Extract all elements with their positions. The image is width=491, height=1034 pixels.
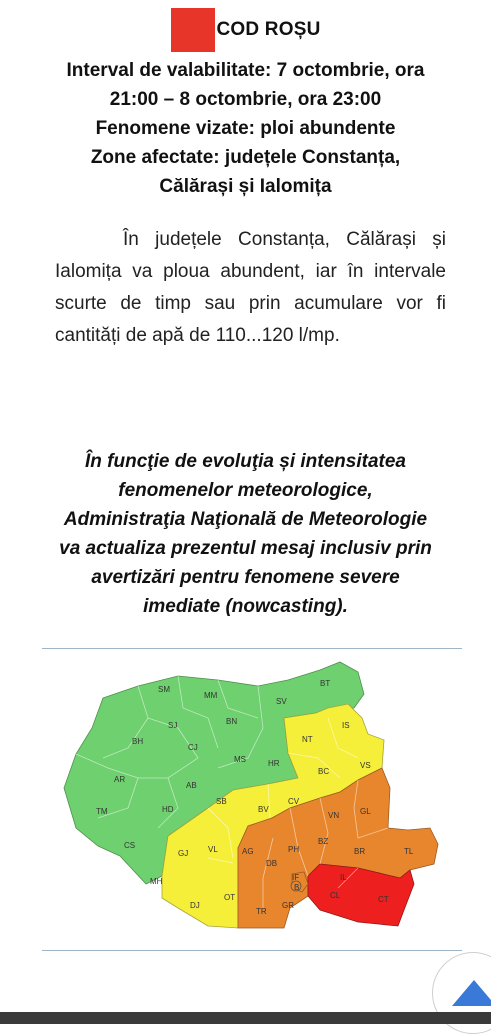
county-vl: VL <box>208 845 218 854</box>
county-tl: TL <box>404 847 414 856</box>
county-il: IL <box>340 873 347 882</box>
validity-line-1: Interval de valabilitate: 7 octombrie, ora <box>66 60 425 81</box>
county-ms: MS <box>234 755 246 764</box>
bottom-bar <box>0 1012 491 1024</box>
county-dj: DJ <box>190 901 200 910</box>
county-nt: NT <box>302 735 313 744</box>
county-vs: VS <box>360 761 371 770</box>
county-bz: BZ <box>318 837 329 846</box>
county-db: DB <box>266 859 278 868</box>
county-ct: CT <box>378 895 389 904</box>
county-bh: BH <box>132 737 144 746</box>
code-label: COD ROȘU <box>216 19 321 40</box>
county-cj: CJ <box>188 743 198 752</box>
county-cv: CV <box>288 797 300 806</box>
county-ag: AG <box>242 847 254 856</box>
forecast-paragraph: În județele Constanța, Călărași și Ialomița va ploua abundent, iar în intervale scurte de timp sau prin acumulare vor fi cantități de apă de 110...120 l/mp. <box>55 229 446 346</box>
validity-line-2: 21:00 – 8 octombrie, ora 23:00 <box>109 89 382 110</box>
county-sv: SV <box>276 697 287 706</box>
note-line-6: imediate (nowcasting). <box>143 596 348 617</box>
county-cl: CL <box>330 891 341 900</box>
divider-bottom <box>42 950 462 951</box>
romania-warning-map <box>58 658 448 938</box>
note-line-4: va actualiza prezentul mesaj inclusiv prin <box>59 538 432 559</box>
county-br: BR <box>354 847 366 856</box>
county-b: B <box>294 883 300 892</box>
county-hr: HR <box>268 759 280 768</box>
county-if: IF <box>292 873 300 882</box>
county-tm: TM <box>96 807 108 816</box>
county-mm: MM <box>204 691 218 700</box>
county-ab: AB <box>186 781 197 790</box>
affected-zones-line-1: Zone afectate: județele Constanța, <box>90 147 401 168</box>
county-gr: GR <box>282 901 294 910</box>
divider-top <box>42 648 462 649</box>
note-line-3: Administraţia Naţională de Meteorologie <box>63 509 428 530</box>
note-line-1: În funcţie de evoluţia și intensitatea <box>85 451 406 472</box>
arrow-up-icon <box>452 980 491 1006</box>
county-bc: BC <box>318 767 330 776</box>
county-ot: OT <box>224 893 236 902</box>
county-cs: CS <box>124 841 136 850</box>
county-sj: SJ <box>168 721 178 730</box>
red-alert-square-icon <box>171 8 215 52</box>
county-bn: BN <box>226 717 238 726</box>
note-line-2: fenomenelor meteorologice, <box>118 480 373 501</box>
county-gl: GL <box>360 807 371 816</box>
county-sb: SB <box>216 797 227 806</box>
county-gj: GJ <box>178 849 189 858</box>
county-is: IS <box>342 721 350 730</box>
warning-header <box>0 8 491 52</box>
county-tr: TR <box>256 907 267 916</box>
county-ar: AR <box>114 775 126 784</box>
code-row <box>0 8 491 52</box>
county-mh: MH <box>150 877 163 886</box>
affected-zones-line-2: Călărași și Ialomița <box>159 176 332 197</box>
county-hd: HD <box>162 805 174 814</box>
phenomena-line: Fenomene vizate: ploi abundente <box>95 118 396 139</box>
county-ph: PH <box>288 845 300 854</box>
county-bv: BV <box>258 805 269 814</box>
warning-info <box>30 56 461 201</box>
county-sm: SM <box>158 685 170 694</box>
note-line-5: avertizări pentru fenomene severe <box>91 567 400 588</box>
county-vn: VN <box>328 811 340 820</box>
update-note <box>40 447 451 621</box>
county-bt: BT <box>320 679 331 688</box>
